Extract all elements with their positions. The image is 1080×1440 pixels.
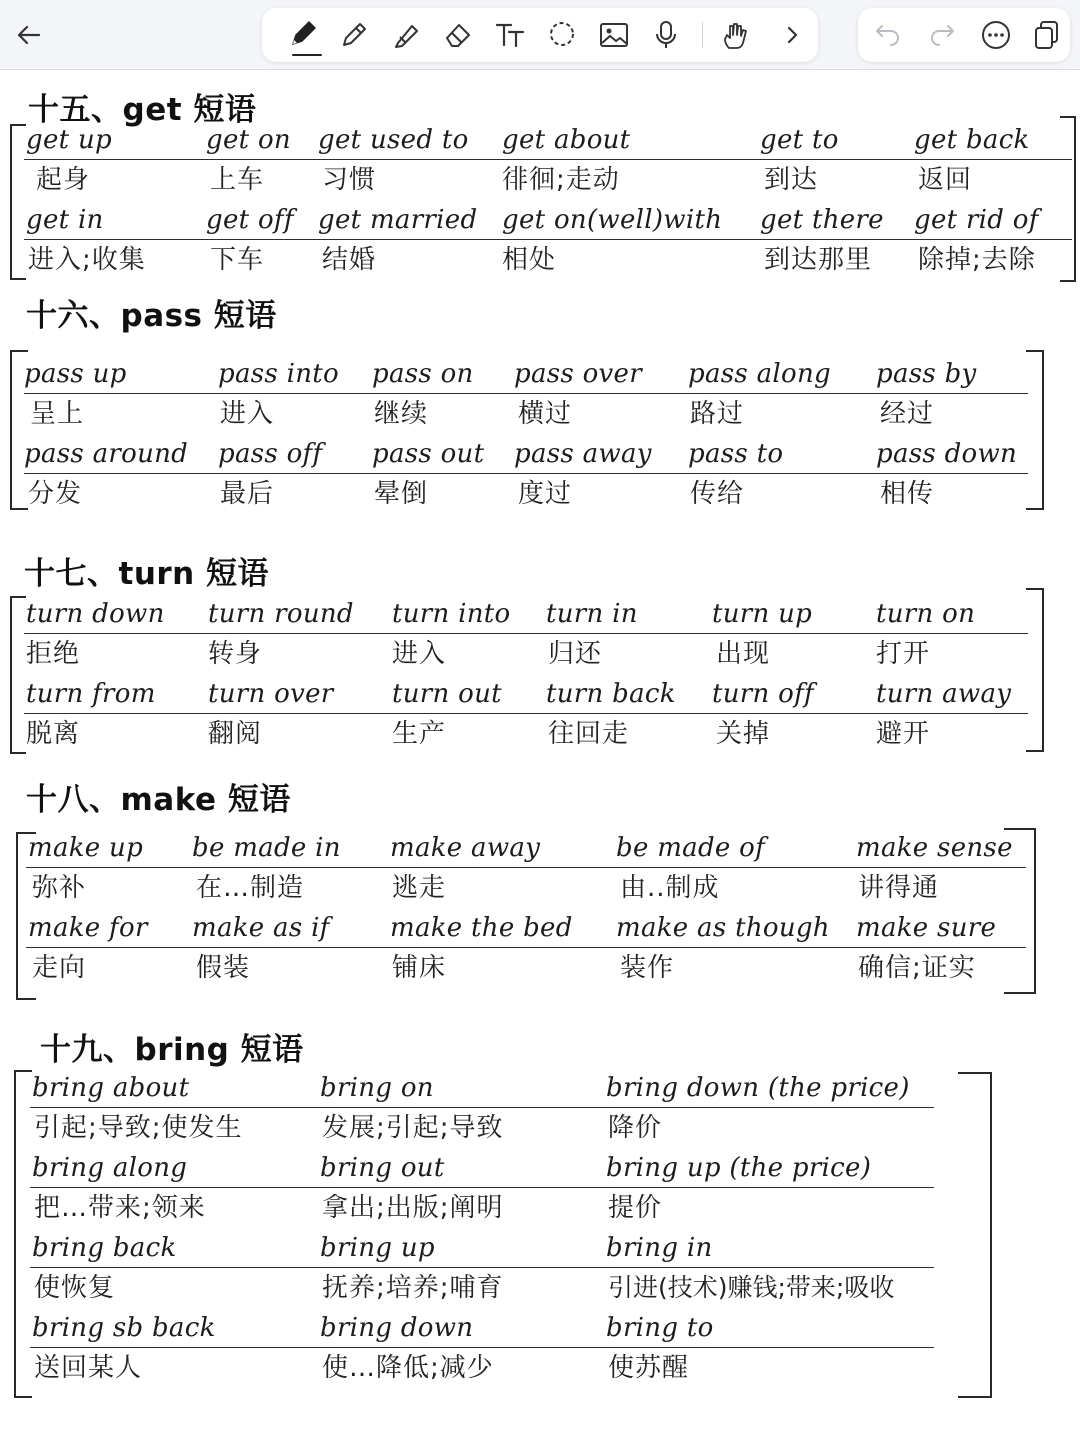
phrase-zh: 提价 xyxy=(608,1193,663,1223)
bracket-right xyxy=(1026,588,1044,752)
phrase-en: make as though xyxy=(616,913,830,943)
section-make xyxy=(0,772,1080,1004)
phrase-zh: 继续 xyxy=(374,399,429,429)
image-tool[interactable] xyxy=(592,13,636,57)
phrase-en: get up xyxy=(26,125,112,155)
phrase-en: turn off xyxy=(712,679,814,709)
phrase-en: bring out xyxy=(320,1153,445,1183)
phrase-zh: 相处 xyxy=(502,245,557,275)
undo-icon xyxy=(873,20,903,50)
phrase-zh: 转身 xyxy=(208,639,263,669)
phrase-en: bring down xyxy=(320,1313,474,1343)
phrase-en: get on(well)with xyxy=(502,205,723,235)
phrase-zh: 发展;引起;导致 xyxy=(322,1113,504,1143)
phrase-zh: 送回某人 xyxy=(34,1353,143,1383)
highlighter-tool[interactable] xyxy=(384,13,428,57)
chinese-row xyxy=(30,1188,934,1228)
english-row xyxy=(30,1228,934,1268)
phrase-en: get off xyxy=(206,205,294,235)
phrase-zh: 归还 xyxy=(548,639,603,669)
phrase-zh: 翻阅 xyxy=(208,719,263,749)
phrase-zh: 度过 xyxy=(518,479,573,509)
phrase-zh: 打开 xyxy=(876,639,931,669)
phrase-en: bring up xyxy=(320,1233,435,1263)
phrase-zh: 呈上 xyxy=(30,399,85,429)
phrase-table xyxy=(30,1068,934,1388)
chevron-right-icon xyxy=(780,23,804,47)
phrase-zh: 逃走 xyxy=(392,873,447,903)
arrow-left-icon xyxy=(15,21,43,49)
english-row xyxy=(24,674,1028,714)
phrase-en: make sure xyxy=(856,913,997,943)
phrase-zh: 相传 xyxy=(880,479,935,509)
phrase-zh: 徘徊;走动 xyxy=(502,165,620,195)
phrase-en: bring about xyxy=(32,1073,190,1103)
phrase-zh: 确信;证实 xyxy=(858,953,976,983)
phrase-table xyxy=(24,594,1028,754)
phrase-table xyxy=(24,120,1072,280)
text-icon xyxy=(493,18,527,52)
phrase-en: pass around xyxy=(24,439,189,469)
phrase-en: get about xyxy=(502,125,631,155)
phrase-zh: 最后 xyxy=(220,479,275,509)
phrase-zh: 铺床 xyxy=(392,953,447,983)
chinese-row xyxy=(24,474,1028,514)
phrase-en: get on xyxy=(206,125,291,155)
phrase-en: bring back xyxy=(32,1233,177,1263)
phrase-en: pass down xyxy=(876,439,1018,469)
chinese-row xyxy=(24,160,1072,200)
phrase-en: turn down xyxy=(26,599,165,629)
phrase-zh: 生产 xyxy=(392,719,447,749)
phrase-en: turn in xyxy=(546,599,638,629)
section-title: 十六、pass 短语 xyxy=(26,298,277,334)
phrase-zh: 抚养;培养;哺育 xyxy=(322,1273,504,1303)
english-row xyxy=(26,828,1026,868)
phrase-en: make away xyxy=(390,833,541,863)
phrase-zh: 讲得通 xyxy=(858,873,940,903)
phrase-zh: 关掉 xyxy=(716,719,771,749)
phrase-zh: 脱离 xyxy=(26,719,81,749)
english-row xyxy=(30,1068,934,1108)
phrase-en: get rid of xyxy=(914,205,1039,235)
phrase-en: bring up (the price) xyxy=(606,1153,872,1183)
pen-tool[interactable] xyxy=(280,13,324,57)
phrase-en: bring sb back xyxy=(32,1313,216,1343)
phrase-en: turn on xyxy=(876,599,976,629)
phrase-en: pass on xyxy=(372,359,474,389)
phrase-zh: 路过 xyxy=(690,399,745,429)
english-row xyxy=(30,1148,934,1188)
phrase-zh: 进入 xyxy=(220,399,275,429)
phrase-en: make the bed xyxy=(390,913,573,943)
section-title: 十五、get 短语 xyxy=(28,92,257,128)
section-turn xyxy=(0,546,1080,760)
chinese-row xyxy=(24,240,1072,280)
phrase-en: turn away xyxy=(876,679,1012,709)
active-tool-indicator xyxy=(292,54,322,56)
phrase-en: turn from xyxy=(26,679,156,709)
pages-button[interactable] xyxy=(1024,13,1068,57)
phrase-zh: 习惯 xyxy=(322,165,377,195)
phrase-en: pass up xyxy=(24,359,127,389)
microphone-tool[interactable] xyxy=(644,13,688,57)
phrase-en: turn up xyxy=(712,599,813,629)
hand-draw-icon xyxy=(719,18,753,52)
chinese-row xyxy=(30,1108,934,1148)
english-row xyxy=(24,354,1028,394)
phrase-zh: 除掉;去除 xyxy=(918,245,1036,275)
document-actions xyxy=(858,8,1070,62)
phrase-en: bring down (the price) xyxy=(606,1073,910,1103)
phrase-en: bring on xyxy=(320,1073,434,1103)
pencil-tool[interactable] xyxy=(332,13,376,57)
phrase-zh: 到达那里 xyxy=(764,245,873,275)
english-row xyxy=(26,908,1026,948)
phrase-zh: 把…带来;领来 xyxy=(34,1193,206,1223)
redo-icon xyxy=(927,20,957,50)
phrase-en: bring in xyxy=(606,1233,713,1263)
section-title: 十九、bring 短语 xyxy=(40,1032,304,1068)
text-tool[interactable] xyxy=(488,13,532,57)
phrase-zh: 拿出;出版;阐明 xyxy=(322,1193,504,1223)
phrase-en: turn over xyxy=(208,679,334,709)
toolbar xyxy=(0,0,1080,70)
phrase-zh: 拒绝 xyxy=(26,639,81,669)
more-icon xyxy=(979,18,1013,52)
phrase-en: turn round xyxy=(208,599,354,629)
chinese-row xyxy=(30,1268,934,1308)
phrase-zh: 上车 xyxy=(210,165,265,195)
phrase-zh: 进入;收集 xyxy=(28,245,146,275)
phrase-zh: 假装 xyxy=(196,953,251,983)
pencil-icon xyxy=(337,18,371,52)
phrase-zh: 降价 xyxy=(608,1113,663,1143)
phrase-en: pass by xyxy=(876,359,977,389)
chinese-row xyxy=(24,714,1028,754)
phrase-zh: 使苏醒 xyxy=(608,1353,690,1383)
lasso-icon xyxy=(545,18,579,52)
chinese-row xyxy=(26,868,1026,908)
phrase-zh: 装作 xyxy=(620,953,675,983)
phrase-en: be made in xyxy=(192,833,341,863)
phrase-en: pass away xyxy=(514,439,652,469)
phrase-en: make for xyxy=(28,913,148,943)
phrase-table xyxy=(24,354,1028,514)
phrase-en: get used to xyxy=(318,125,469,155)
eraser-icon xyxy=(441,18,475,52)
chinese-row xyxy=(26,948,1026,988)
phrase-en: pass over xyxy=(514,359,642,389)
drawing-tools xyxy=(262,8,818,62)
phrase-table xyxy=(26,828,1026,988)
phrase-zh: 起身 xyxy=(36,165,91,195)
phrase-en: pass into xyxy=(218,359,339,389)
phrase-zh: 经过 xyxy=(880,399,935,429)
microphone-icon xyxy=(649,18,683,52)
phrase-zh: 避开 xyxy=(876,719,931,749)
phrase-en: pass off xyxy=(218,439,323,469)
section-pass xyxy=(0,288,1080,518)
section-bring xyxy=(0,1022,1080,1402)
back-button[interactable] xyxy=(8,14,50,56)
phrase-zh: 引起;导致;使发生 xyxy=(34,1113,243,1143)
phrase-en: be made of xyxy=(616,833,766,863)
phrase-zh: 使恢复 xyxy=(34,1273,116,1303)
phrase-en: pass along xyxy=(688,359,831,389)
section-title: 十七、turn 短语 xyxy=(24,556,270,592)
eraser-tool[interactable] xyxy=(436,13,480,57)
phrase-en: make up xyxy=(28,833,144,863)
highlighter-icon xyxy=(389,18,423,52)
chinese-row xyxy=(24,634,1028,674)
phrase-zh: 在…制造 xyxy=(196,873,305,903)
bracket-right xyxy=(1026,350,1044,510)
english-row xyxy=(24,200,1072,240)
phrase-en: get to xyxy=(760,125,839,155)
phrase-en: get there xyxy=(760,205,884,235)
phrase-en: make as if xyxy=(192,913,330,943)
phrase-zh: 由..制成 xyxy=(620,873,720,903)
phrase-zh: 到达 xyxy=(764,165,819,195)
undo-button[interactable] xyxy=(866,13,910,57)
bracket-right xyxy=(958,1072,992,1398)
phrase-en: get married xyxy=(318,205,478,235)
phrase-en: pass out xyxy=(372,439,485,469)
redo-button[interactable] xyxy=(920,13,964,57)
phrase-zh: 传给 xyxy=(690,479,745,509)
phrase-zh: 走向 xyxy=(32,953,87,983)
image-icon xyxy=(597,18,631,52)
lasso-tool[interactable] xyxy=(540,13,584,57)
section-get xyxy=(0,80,1080,286)
phrase-en: pass to xyxy=(688,439,784,469)
phrase-zh: 晕倒 xyxy=(374,479,429,509)
phrase-zh: 返回 xyxy=(918,165,973,195)
expand-tools-button[interactable] xyxy=(770,13,814,57)
phrase-zh: 分发 xyxy=(28,479,83,509)
hand-draw-tool[interactable] xyxy=(714,13,758,57)
phrase-zh: 结婚 xyxy=(322,245,377,275)
phrase-zh: 下车 xyxy=(210,245,265,275)
phrase-en: get in xyxy=(26,205,104,235)
english-row xyxy=(24,120,1072,160)
pen-icon xyxy=(285,18,319,52)
phrase-zh: 使…降低;减少 xyxy=(322,1353,494,1383)
phrase-zh: 横过 xyxy=(518,399,573,429)
phrase-zh: 引进(技术)赚钱;带来;吸收 xyxy=(608,1273,895,1302)
phrase-en: make sense xyxy=(856,833,1013,863)
phrase-en: turn out xyxy=(392,679,502,709)
section-title: 十八、make 短语 xyxy=(26,782,291,818)
phrase-en: bring to xyxy=(606,1313,714,1343)
toolbar-divider xyxy=(702,22,703,48)
phrase-en: turn into xyxy=(392,599,511,629)
phrase-en: turn back xyxy=(546,679,676,709)
phrase-zh: 进入 xyxy=(392,639,447,669)
pages-icon xyxy=(1029,18,1063,52)
english-row xyxy=(24,594,1028,634)
more-button[interactable] xyxy=(974,13,1018,57)
english-row xyxy=(24,434,1028,474)
chinese-row xyxy=(24,394,1028,434)
phrase-zh: 出现 xyxy=(716,639,771,669)
phrase-zh: 往回走 xyxy=(548,719,630,749)
chinese-row xyxy=(30,1348,934,1388)
english-row xyxy=(30,1308,934,1348)
phrase-en: get back xyxy=(914,125,1030,155)
phrase-zh: 弥补 xyxy=(32,873,87,903)
phrase-en: bring along xyxy=(32,1153,188,1183)
